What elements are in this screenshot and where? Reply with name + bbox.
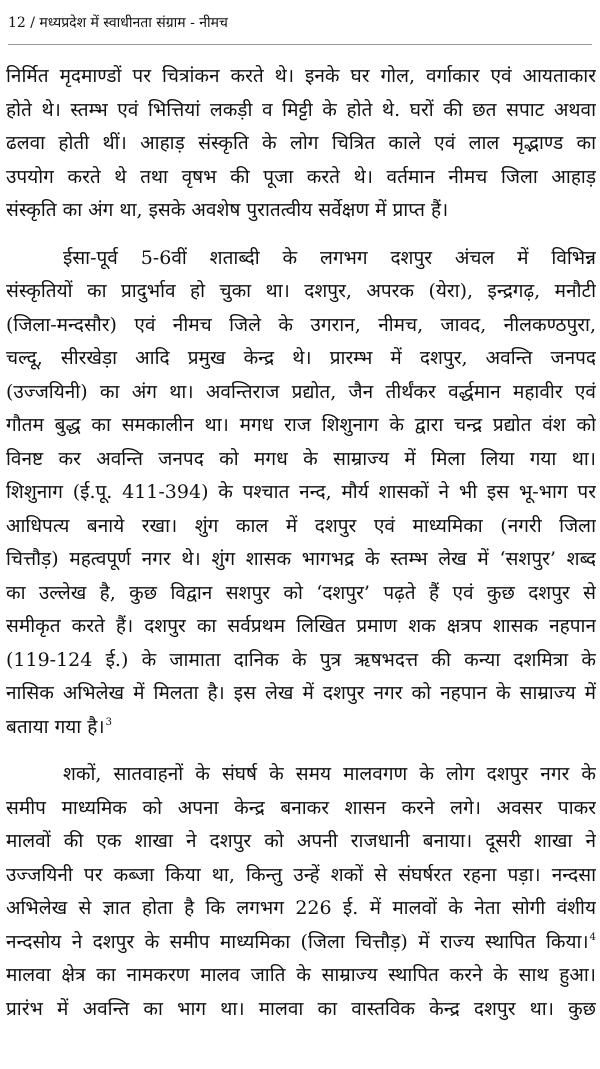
paragraph-gap <box>6 228 596 242</box>
text-line: शकों, सातवाहनों के संघर्ष के समय मालवगण के लोग दशपुर नगर के <box>63 763 596 785</box>
footnote-marker: 3 <box>105 717 112 729</box>
text-line: समीकृत करते हैं। दशपुर का सर्वप्रथम लिखित प्रमाण शक क्षत्रप शासक नहपान <box>6 615 596 637</box>
text-line: गौतम बुद्ध का समकालीन था। मगध राज शिशुनाग के द्वारा चन्द्र प्रद्योत वंश को <box>6 414 596 436</box>
text-line: चल्दू, सीरखेड़ा आदि प्रमुख केन्द्र थे। प्रारम्भ में दशपुर, अवन्ति जनपद <box>6 347 596 369</box>
text-line: ढलवा होती थीं। आहाड़ संस्कृति के लोग चित्रित काले एवं लाल मृद्भाण्ड का <box>6 132 596 154</box>
text-line: अभिलेख से ज्ञात होता है कि लगभग 226 ई. में मालवों के नेता सोगी वंशीय <box>6 897 596 919</box>
text-line: नासिक अभिलेख में मिलता है। इस लेख में दशपुर नगर को नहपान के साम्राज्य में <box>6 682 596 704</box>
text-line: उपयोग करते थे तथा वृषभ की पूजा करते थे। वर्तमान नीमच जिला आहाड़ <box>6 165 596 188</box>
text-body <box>6 60 596 1026</box>
text-line: (119-124 ई.) के जामाता दानिक के पुत्र ऋषभदत्त की कन्या दशमित्रा के <box>6 648 596 671</box>
paragraph-2 <box>6 242 596 745</box>
text-line: संस्कृतियों का प्रादुर्भाव हो चुका था। दशपुर, अपरक (येरा), इन्द्रगढ़, मनौटी <box>6 280 596 302</box>
text-line: निर्मित मृदमाण्डों पर चित्रांकन करते थे। इनके घर गोल, वर्गाकार एवं आयताकार <box>6 65 596 87</box>
text-line: विनष्ट कर अवन्ति जनपद को मगध के साम्राज्य में मिला लिया गया था। <box>6 447 596 470</box>
text-line <box>6 711 596 745</box>
text-line: मालवा क्षेत्र का नामकरण मालव जाति के साम्राज्य स्थापित करने के साथ हुआ। <box>6 964 596 986</box>
text-line-content: नन्दसोय ने दशपुर के समीप माध्यमिका (जिला चित्तौड़) में राज्य स्थापित किया। <box>6 930 589 953</box>
running-header: 12 / मध्यप्रदेश में स्वाधीनता संग्राम - नीमच <box>8 15 228 31</box>
text-line: (जिला-मन्दसौर) एवं नीमच जिले के उगरान, नीमच, जावद, नीलकण्ठपुरा, <box>6 313 596 336</box>
text-line: शिशुनाग (ई.पू. 411-394) के पश्चात नन्द, मौर्य शासकों ने भी इस भू-भाग पर <box>6 481 596 503</box>
text-line: प्रारंभ में अवन्ति का भाग था। मालवा का वास्तविक केन्द्र दशपुर था। कुछ <box>6 997 596 1020</box>
text-line: उज्जयिनी पर कब्जा किया था, किन्तु उन्हें शकों से संघर्षरत रहना पड़ा। नन्दसा <box>6 863 596 886</box>
text-line: संस्कृति का अंग था, इसके अवशेष पुरातत्वीय सर्वेक्षण में प्राप्त हैं। <box>6 199 449 221</box>
header-divider <box>8 44 592 45</box>
paragraph-gap <box>6 744 596 758</box>
paragraph-3 <box>6 758 596 1026</box>
text-line: आधिपत्य बनाये रखा। शुंग काल में दशपुर एवं माध्यमिका (नगरी जिला <box>6 514 596 537</box>
text-line: (उज्जयिनी) का अंग था। अवन्तिराज प्रद्योत, जैन तीर्थंकर वर्द्धमान महावीर एवं <box>6 380 596 403</box>
text-line: होते थे। स्तम्भ एवं भित्तियां लकड़ी व मिट्टी के होते थे. घरों की छत सपाट अथवा <box>6 98 596 121</box>
text-line: मालवों की एक शाखा ने दशपुर को अपनी राजधानी बनाया। दूसरी शाखा ने <box>6 830 596 852</box>
paragraph-1 <box>6 60 596 228</box>
text-line: चित्तौड़) महत्वपूर्ण नगर थे। शुंग शासक भागभद्र के स्तम्भ लेख में ‘सशपुर’ शब्द <box>6 548 596 570</box>
text-line <box>6 926 596 960</box>
text-line: का उल्लेख है, कुछ विद्वान सशपुर को ‘दशपुर’ पढ़ते हैं एवं कुछ दशपुर से <box>6 581 596 604</box>
text-line: ईसा-पूर्व 5-6वीं शताब्दी के लगभग दशपुर अंचल में विभिन्न <box>63 246 596 269</box>
footnote-marker: 4 <box>589 932 596 944</box>
text-line: समीप माध्यमिक को अपना केन्द्र बनाकर शासन करने लगे। अवसर पाकर <box>6 796 596 819</box>
text-line-content: बताया गया है। <box>6 715 105 738</box>
